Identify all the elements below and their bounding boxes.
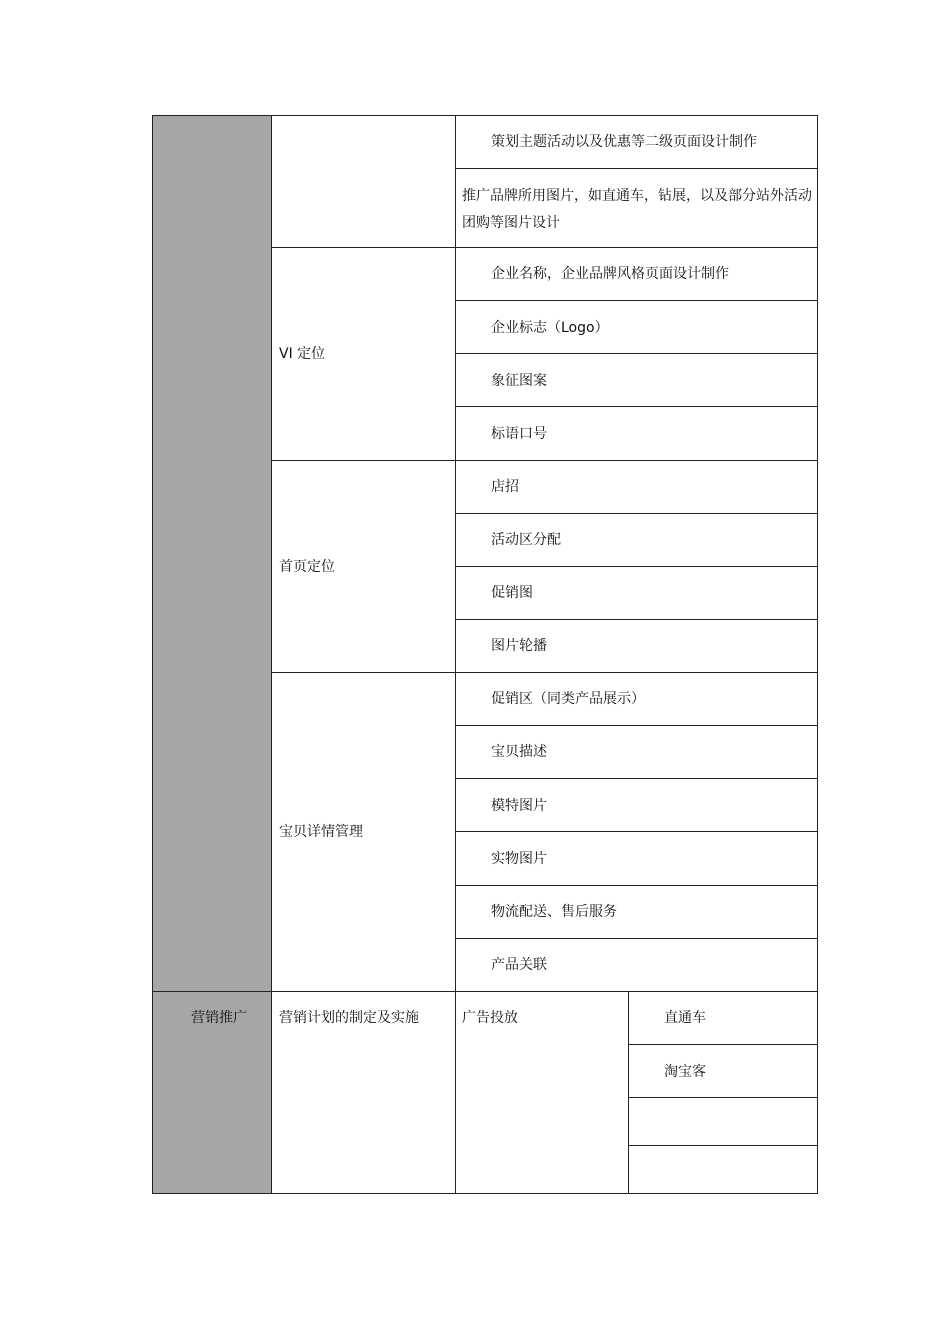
- detail-item: 宝贝描述: [491, 744, 547, 760]
- detail-item: 物流配送、售后服务: [491, 904, 617, 920]
- vi-item: 标语口号: [491, 426, 547, 442]
- row-line: [455, 619, 818, 620]
- detail-item: 产品关联: [491, 957, 547, 973]
- row-line: [455, 885, 818, 886]
- row-line: [455, 300, 818, 301]
- row-line: [455, 406, 818, 407]
- vi-item: 企业标志（Logo）: [491, 320, 609, 336]
- detail-item: 模特图片: [491, 798, 547, 814]
- row-line: [455, 566, 818, 567]
- vi-label: VI 定位: [279, 346, 326, 362]
- ad-label: 广告投放: [462, 1010, 518, 1026]
- homepage-item: 店招: [491, 479, 519, 495]
- row-line: [455, 831, 818, 832]
- homepage-label: 首页定位: [279, 559, 335, 575]
- homepage-item: 图片轮播: [491, 638, 547, 654]
- row-line: [455, 513, 818, 514]
- detail-item: 促销区（同类产品展示）: [491, 691, 645, 707]
- row-line: [455, 778, 818, 779]
- homepage-item: 活动区分配: [491, 532, 561, 548]
- row-line: [455, 938, 818, 939]
- marketing-category: 营销推广: [191, 1010, 247, 1026]
- section-divider: [152, 991, 818, 992]
- col-line-1: [271, 115, 272, 1194]
- design-item: 策划主题活动以及优惠等二级页面设计制作: [491, 134, 757, 150]
- design-item: 推广品牌所用图片，如直通车，钻展，以及部分站外活动团购等图片设计: [462, 188, 812, 231]
- row-line: [455, 725, 818, 726]
- marketing-plan: 营销计划的制定及实施: [279, 1010, 419, 1026]
- detail-label: 宝贝详情管理: [279, 824, 363, 840]
- row-line: [271, 460, 818, 461]
- channel-item: 直通车: [664, 1010, 706, 1026]
- row-line: [271, 672, 818, 673]
- col-line-3: [628, 992, 629, 1194]
- detail-item: 实物图片: [491, 851, 547, 867]
- vi-item: 象征图案: [491, 373, 547, 389]
- row-line: [455, 168, 818, 169]
- channel-item: 淘宝客: [664, 1064, 706, 1080]
- vi-item: 企业名称，企业品牌风格页面设计制作: [491, 266, 729, 282]
- row-line: [628, 1044, 818, 1045]
- row-line: [455, 353, 818, 354]
- row-line: [628, 1145, 818, 1146]
- homepage-item: 促销图: [491, 585, 533, 601]
- row-line: [628, 1097, 818, 1098]
- col-line-2: [455, 115, 456, 1194]
- row-line: [271, 247, 818, 248]
